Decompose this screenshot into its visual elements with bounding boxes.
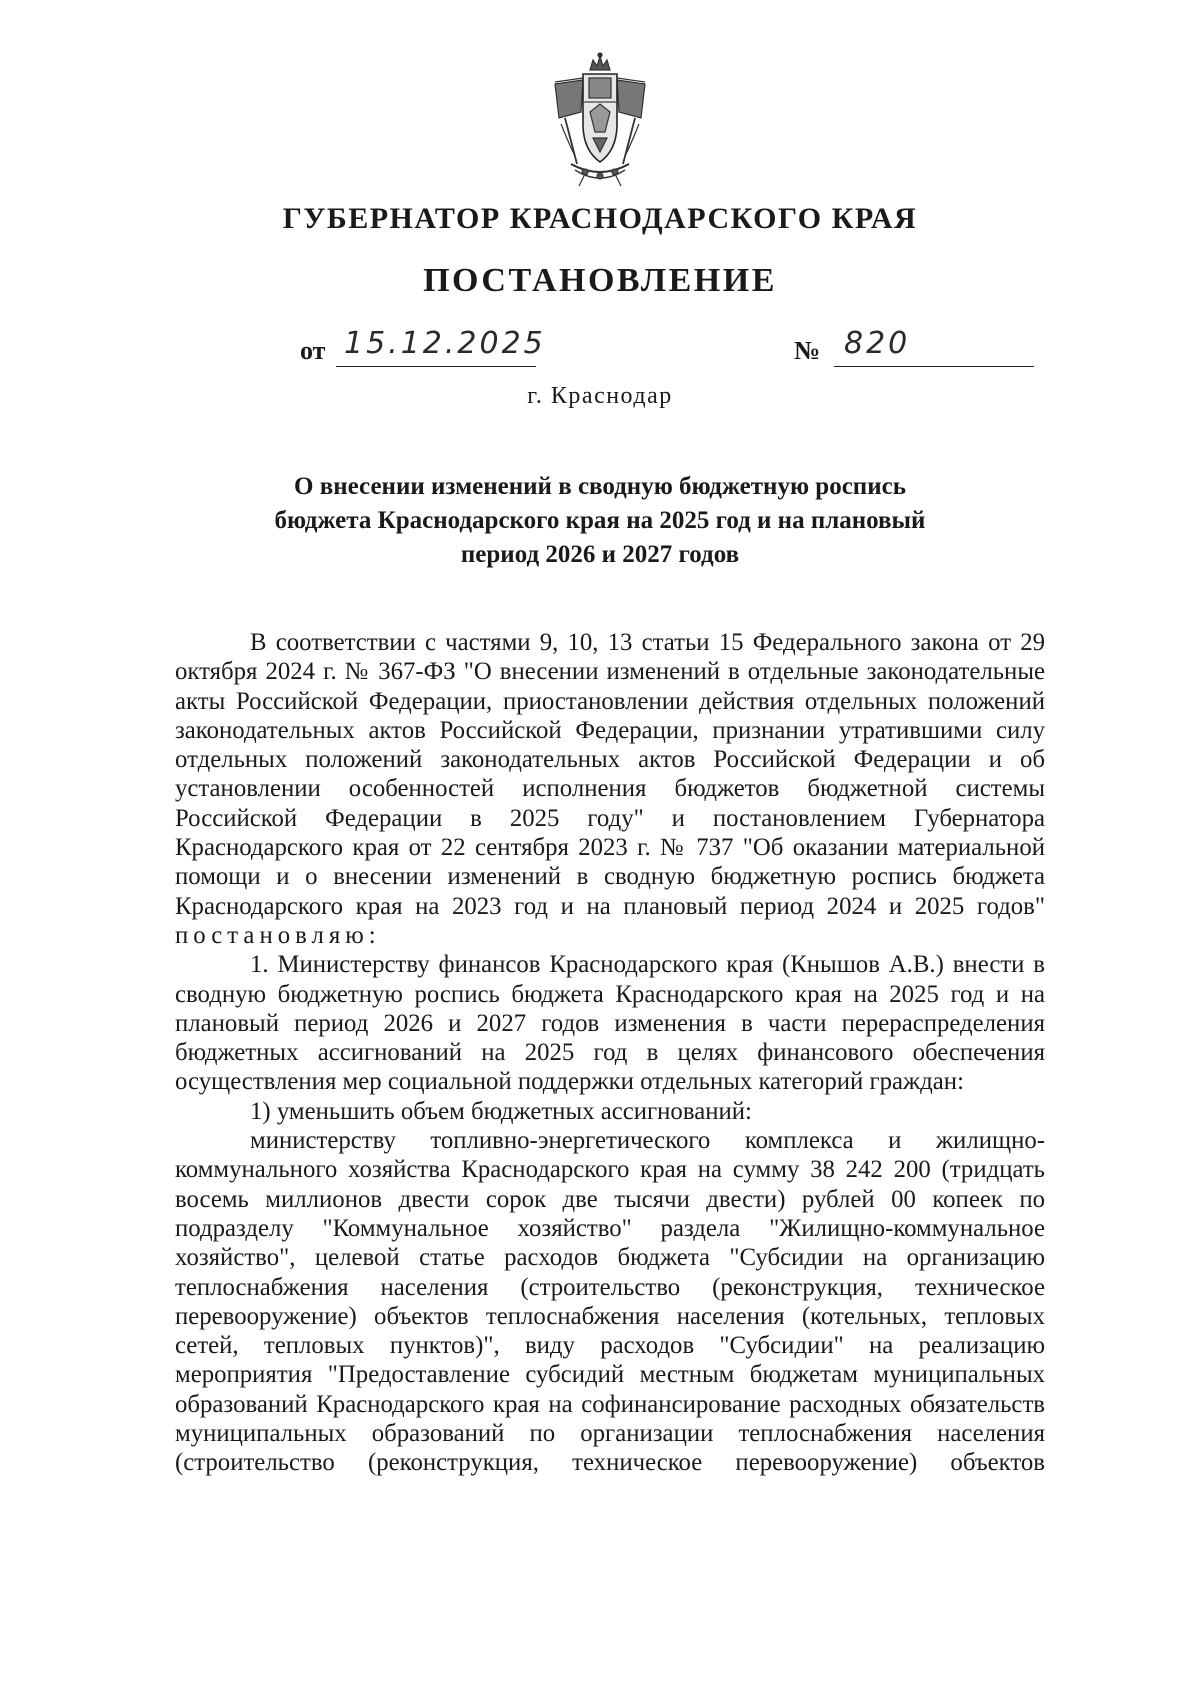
decree-word: постановляю: [175, 921, 381, 949]
document-type: ПОСТАНОВЛЕНИЕ [423, 262, 777, 299]
city: г. Краснодар [527, 383, 673, 409]
coat-of-arms-emblem [545, 52, 655, 192]
date-label: от [300, 336, 326, 365]
document-title [250, 470, 950, 572]
date-field [336, 326, 546, 367]
paragraph-preamble [175, 628, 1045, 950]
issuing-authority: ГУБЕРНАТОР КРАСНОДАРСКОГО КРАЯ [282, 202, 918, 235]
paragraph-item-1: 1. Министерству финансов Краснодарского края (Кнышов А.В.) внести в сводную бюджетную роспись бюджета Краснодарского края на 2025 год и на плановый период 2026 и 2027 годов изменения в части перераспределения бюджетных ассигнований на 2025 год в целях финансового обеспечения осуществления мер социальной поддержки отдельных категорий граждан: [175, 951, 1045, 1096]
paragraph-ministry: министерству топливно-энергетического комплекса и жилищно-коммунального хозяйства Краснодарского края на сумму 38 242 200 (тридцать восемь миллионов двести сорок две тысячи двести) рублей 00 копеек по подразделу "Коммунальное хозяйство" раздела "Жилищно-коммунальное хозяйство", целевой статье расходов бюджета "Субсидии на организацию теплоснабжения населения (строительство (реконструкция, техническое перевооружение) объектов теплоснабжения населения (котельных, тепловых сетей, тепловых пунктов)", виду расходов "Субсидии" на реализацию мероприятия "Предоставление субсидий местным бюджетам муниципальных образований Краснодарского края на софинансирование расходных обязательств муниципальных образований по организации теплоснабжения населения (строительство (реконструкция, техническое перевооружение) объектов [175, 1127, 1045, 1477]
document-body [175, 628, 1045, 1478]
preamble-text: В соответствии с частями 9, 10, 13 статьи 15 Федерального закона от 29 октября 2024 г. № 367-ФЗ "О внесении изменений в отдельные законодательные акты Российской Федерации, приостановлении действия отдельных положений законодательных актов Российской Федерации, признании утратившими силу отдельных положений законодательных актов Российской Федерации и об установлении особенностей исполнения бюджетов бюджетной системы Российской Федерации в 2025 году" и постановлением Губернатора Краснодарского края от 22 сентября 2023 г. № 737 "Об оказании материальной помощи и о внесении изменений в сводную бюджетную роспись бюджета Краснодарского края на 2023 год и на плановый период 2024 и 2025 годов" [175, 629, 1045, 920]
number-field [834, 328, 1034, 367]
handwritten-number: 820 [844, 326, 911, 361]
paragraph-subitem-1: 1) уменьшить объем бюджетных ассигнований: [250, 1097, 752, 1125]
title-line-3: период 2026 и 2027 годов [460, 541, 740, 568]
handwritten-date: 15.12.2025 [344, 326, 546, 361]
title-line-1: О внесении изменений в сводную бюджетную роспись [294, 473, 906, 500]
date-number-row [300, 328, 1030, 372]
number-label: № [794, 336, 821, 365]
title-line-2: бюджета Краснодарского края на 2025 год и на плановый [274, 507, 926, 534]
